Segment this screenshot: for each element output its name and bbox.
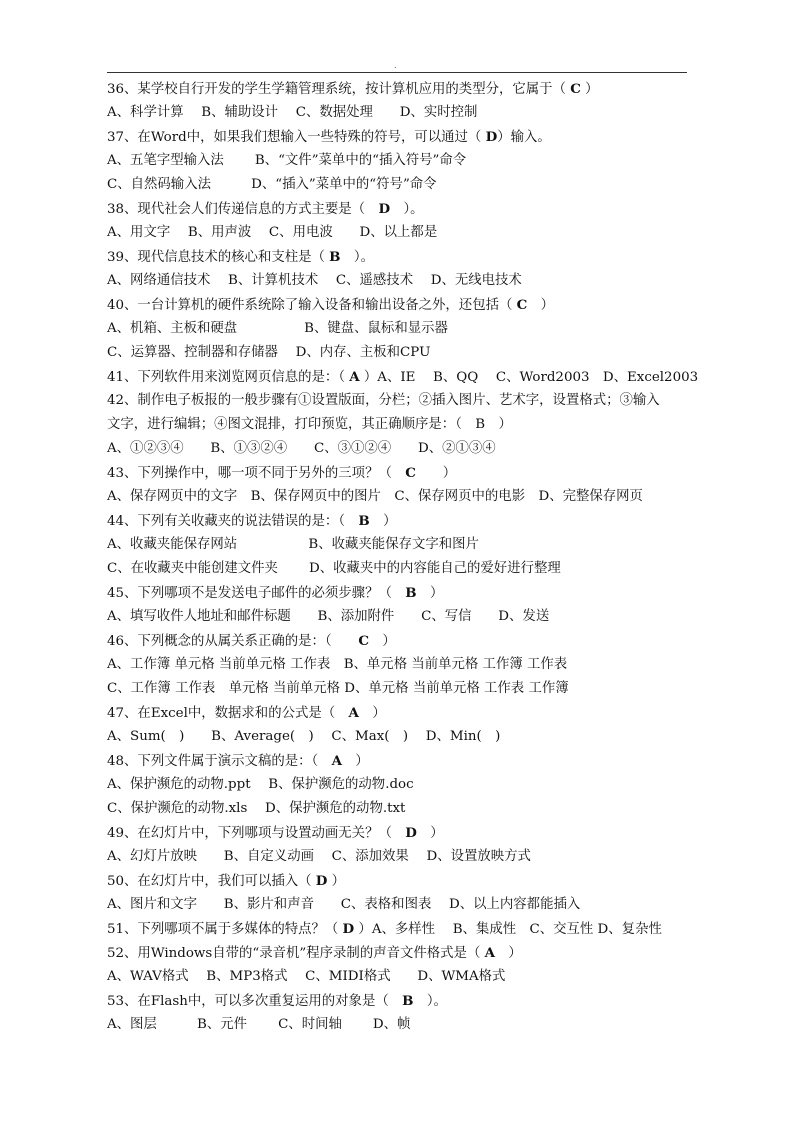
line-text: A、幻灯片放映 B、自定义动画 C、添加效果 D、设置放映方式 <box>107 849 531 864</box>
text-line <box>107 893 687 917</box>
text-line <box>107 317 687 341</box>
header-rule <box>107 72 687 73</box>
answer-letter: D <box>485 129 498 145</box>
line-text: A、①②③④ B、①③②④ C、③①②④ D、②①③④ <box>107 441 496 456</box>
line-text: A、Sum( ) B、Average( ) C、Max( ) D、Min( ) <box>107 729 501 744</box>
line-text: 48、下列文件属于演示文稿的是：（ <box>107 754 332 769</box>
text-line <box>107 869 687 893</box>
line-text: A、图层 B、元件 C、时间轴 D、帧 <box>107 1017 411 1032</box>
line-text: A、WAV格式 B、MP3格式 C、MIDI格式 D、WMA格式 <box>107 969 506 984</box>
line-text-tail: ） <box>527 298 555 313</box>
text-line <box>107 653 687 677</box>
text-line <box>107 437 687 461</box>
line-text: A、收藏夹能保存网站 B、收藏夹能保存文字和图片 <box>107 537 479 552</box>
line-text: 39、现代信息技术的核心和支柱是（ <box>107 250 330 265</box>
text-line <box>107 221 687 245</box>
text-line <box>107 749 687 773</box>
line-text-tail: ） <box>369 634 396 649</box>
line-text: A、机箱、主板和硬盘 B、键盘、鼠标和显示器 <box>107 321 448 336</box>
line-text-tail: ）。 <box>340 250 374 265</box>
text-line <box>107 413 687 437</box>
line-text: 文字，进行编辑；④图文混排，打印预览，其正确顺序是：（ B ） <box>107 417 512 432</box>
line-text: C、工作簿 工作表 单元格 当前单元格 D、单元格 当前单元格 工作表 工作簿 <box>107 681 569 696</box>
text-line <box>107 941 687 965</box>
answer-letter: A <box>348 705 359 721</box>
text-line <box>107 197 687 221</box>
text-line <box>107 557 687 581</box>
text-line <box>107 989 687 1013</box>
answer-letter: A <box>484 945 495 961</box>
text-line <box>107 341 687 365</box>
line-text: A、保存网页中的文字 B、保存网页中的图片 C、保存网页中的电影 D、完整保存网页 <box>107 489 643 504</box>
text-line <box>107 389 687 413</box>
line-text-tail: ）A、多样性 B、集成性 C、交互性 D、复杂性 <box>354 922 662 937</box>
text-line <box>107 917 687 941</box>
line-text-tail: ）。 <box>390 202 424 217</box>
line-text: 47、在Excel中，数据求和的公式是（ <box>107 706 349 721</box>
line-text: 37、在Word中，如果我们想输入一些特殊的符号，可以通过（ <box>107 130 486 145</box>
answer-letter: B <box>329 249 341 265</box>
line-text: A、网络通信技术 B、计算机技术 C、遥感技术 D、无线电技术 <box>107 273 522 288</box>
text-line <box>107 797 687 821</box>
text-line <box>107 773 687 797</box>
line-text-tail: ） <box>494 946 522 961</box>
text-line <box>107 725 687 749</box>
line-text-tail: ） <box>415 466 457 481</box>
text-line <box>107 461 687 485</box>
answer-letter: B <box>402 993 414 1009</box>
line-text: A、科学计算 B、辅助设计 C、数据处理 D、实时控制 <box>107 105 478 120</box>
line-text: 52、用Windows自带的“录音机”程序录制的声音文件格式是（ <box>107 946 485 961</box>
text-line <box>107 173 687 197</box>
line-text: 50、在幻灯片中，我们可以插入（ <box>107 874 316 889</box>
line-text: A、五笔字型输入法 B、“文件”菜单中的“插入符号”命令 <box>107 153 467 168</box>
line-text: 53、在Flash中，可以多次重复运用的对象是（ <box>107 994 403 1009</box>
line-text: 51、下列哪项不属于多媒体的特点？（ <box>107 922 343 937</box>
line-text-tail: ） <box>341 754 369 769</box>
line-text: 43、下列操作中，哪一项不同于另外的三项？（ <box>107 466 406 481</box>
line-text-tail: ） <box>358 706 386 721</box>
text-line <box>107 149 687 173</box>
answer-letter: D <box>378 201 391 217</box>
line-text: 41、下列软件用来浏览网页信息的是：（ <box>107 370 350 385</box>
question-list <box>107 77 699 1037</box>
text-line <box>107 677 687 701</box>
answer-letter: C <box>358 633 370 649</box>
text-line <box>107 701 687 725</box>
line-text: 40、一台计算机的硬件系统除了输入设备和输出设备之外，还包括（ <box>107 298 517 313</box>
text-line <box>107 629 687 653</box>
answer-letter: B <box>358 513 370 529</box>
text-line <box>107 485 687 509</box>
answer-letter: A <box>331 753 342 769</box>
text-line <box>107 581 687 605</box>
line-text-tail: ）。 <box>413 994 447 1009</box>
line-text-tail: ）输入。 <box>497 130 551 145</box>
answer-letter: B <box>405 585 417 601</box>
answer-letter: D <box>315 873 328 889</box>
line-text: 36、某学校自行开发的学生学籍管理系统，按计算机应用的类型分，它属于（ <box>107 82 571 97</box>
line-text: C、在收藏夹中能创建文件夹 D、收藏夹中的内容能自己的爱好进行整理 <box>107 561 561 576</box>
line-text: A、保护濒危的动物.ppt B、保护濒危的动物.doc <box>107 777 414 792</box>
line-text: A、图片和文字 B、影片和声音 C、表格和图表 D、以上内容都能插入 <box>107 897 581 912</box>
text-line <box>107 965 687 989</box>
line-text-tail: ）A、IE B、QQ C、Word2003 D、Excel2003 <box>359 370 699 385</box>
text-line <box>107 77 687 101</box>
text-line <box>107 1013 687 1037</box>
line-text: 45、下列哪项不是发送电子邮件的必须步骤？（ <box>107 586 406 601</box>
line-text: 38、现代社会人们传递信息的方式主要是（ <box>107 202 379 217</box>
answer-letter: C <box>516 297 528 313</box>
line-text: 44、下列有关收藏夹的说法错误的是：（ <box>107 514 359 529</box>
line-text: 42、制作电子板报的一般步骤有①设置版面，分栏；②插入图片、艺术字，设置格式；③输入 <box>107 393 660 408</box>
text-line <box>107 605 687 629</box>
text-line <box>107 509 687 533</box>
line-text: C、运算器、控制器和存储器 D、内存、主板和CPU <box>107 345 431 360</box>
line-text-tail: ） <box>580 82 599 97</box>
header-dot: . <box>394 61 397 70</box>
text-line <box>107 101 687 125</box>
line-text-tail: ） <box>327 874 346 889</box>
text-line <box>107 365 699 389</box>
text-line <box>107 293 687 317</box>
line-text-tail: ） <box>416 586 444 601</box>
text-line <box>107 533 687 557</box>
text-line <box>107 821 687 845</box>
answer-letter: A <box>349 369 360 385</box>
line-text: A、工作簿 单元格 当前单元格 工作表 B、单元格 当前单元格 工作簿 工作表 <box>107 657 568 672</box>
answer-letter: C <box>405 465 416 481</box>
text-line <box>107 845 687 869</box>
line-text-tail: ） <box>369 514 397 529</box>
answer-letter: D <box>342 921 355 937</box>
line-text: 49、在幻灯片中，下列哪项与设置动画无关？（ <box>107 826 406 841</box>
line-text: A、用文字 B、用声波 C、用电波 D、以上都是 <box>107 225 438 240</box>
line-text: C、保护濒危的动物.xls D、保护濒危的动物.txt <box>107 801 406 816</box>
text-line <box>107 269 687 293</box>
line-text: 46、下列概念的从属关系正确的是：（ <box>107 634 359 649</box>
text-line <box>107 245 687 269</box>
line-text-tail: ） <box>416 826 444 841</box>
answer-letter: D <box>405 825 417 841</box>
line-text: C、自然码输入法 D、“插入”菜单中的“符号”命令 <box>107 177 437 192</box>
text-line <box>107 125 687 149</box>
answer-letter: C <box>570 81 581 97</box>
line-text: A、填写收件人地址和邮件标题 B、添加附件 C、写信 D、发送 <box>107 609 550 624</box>
